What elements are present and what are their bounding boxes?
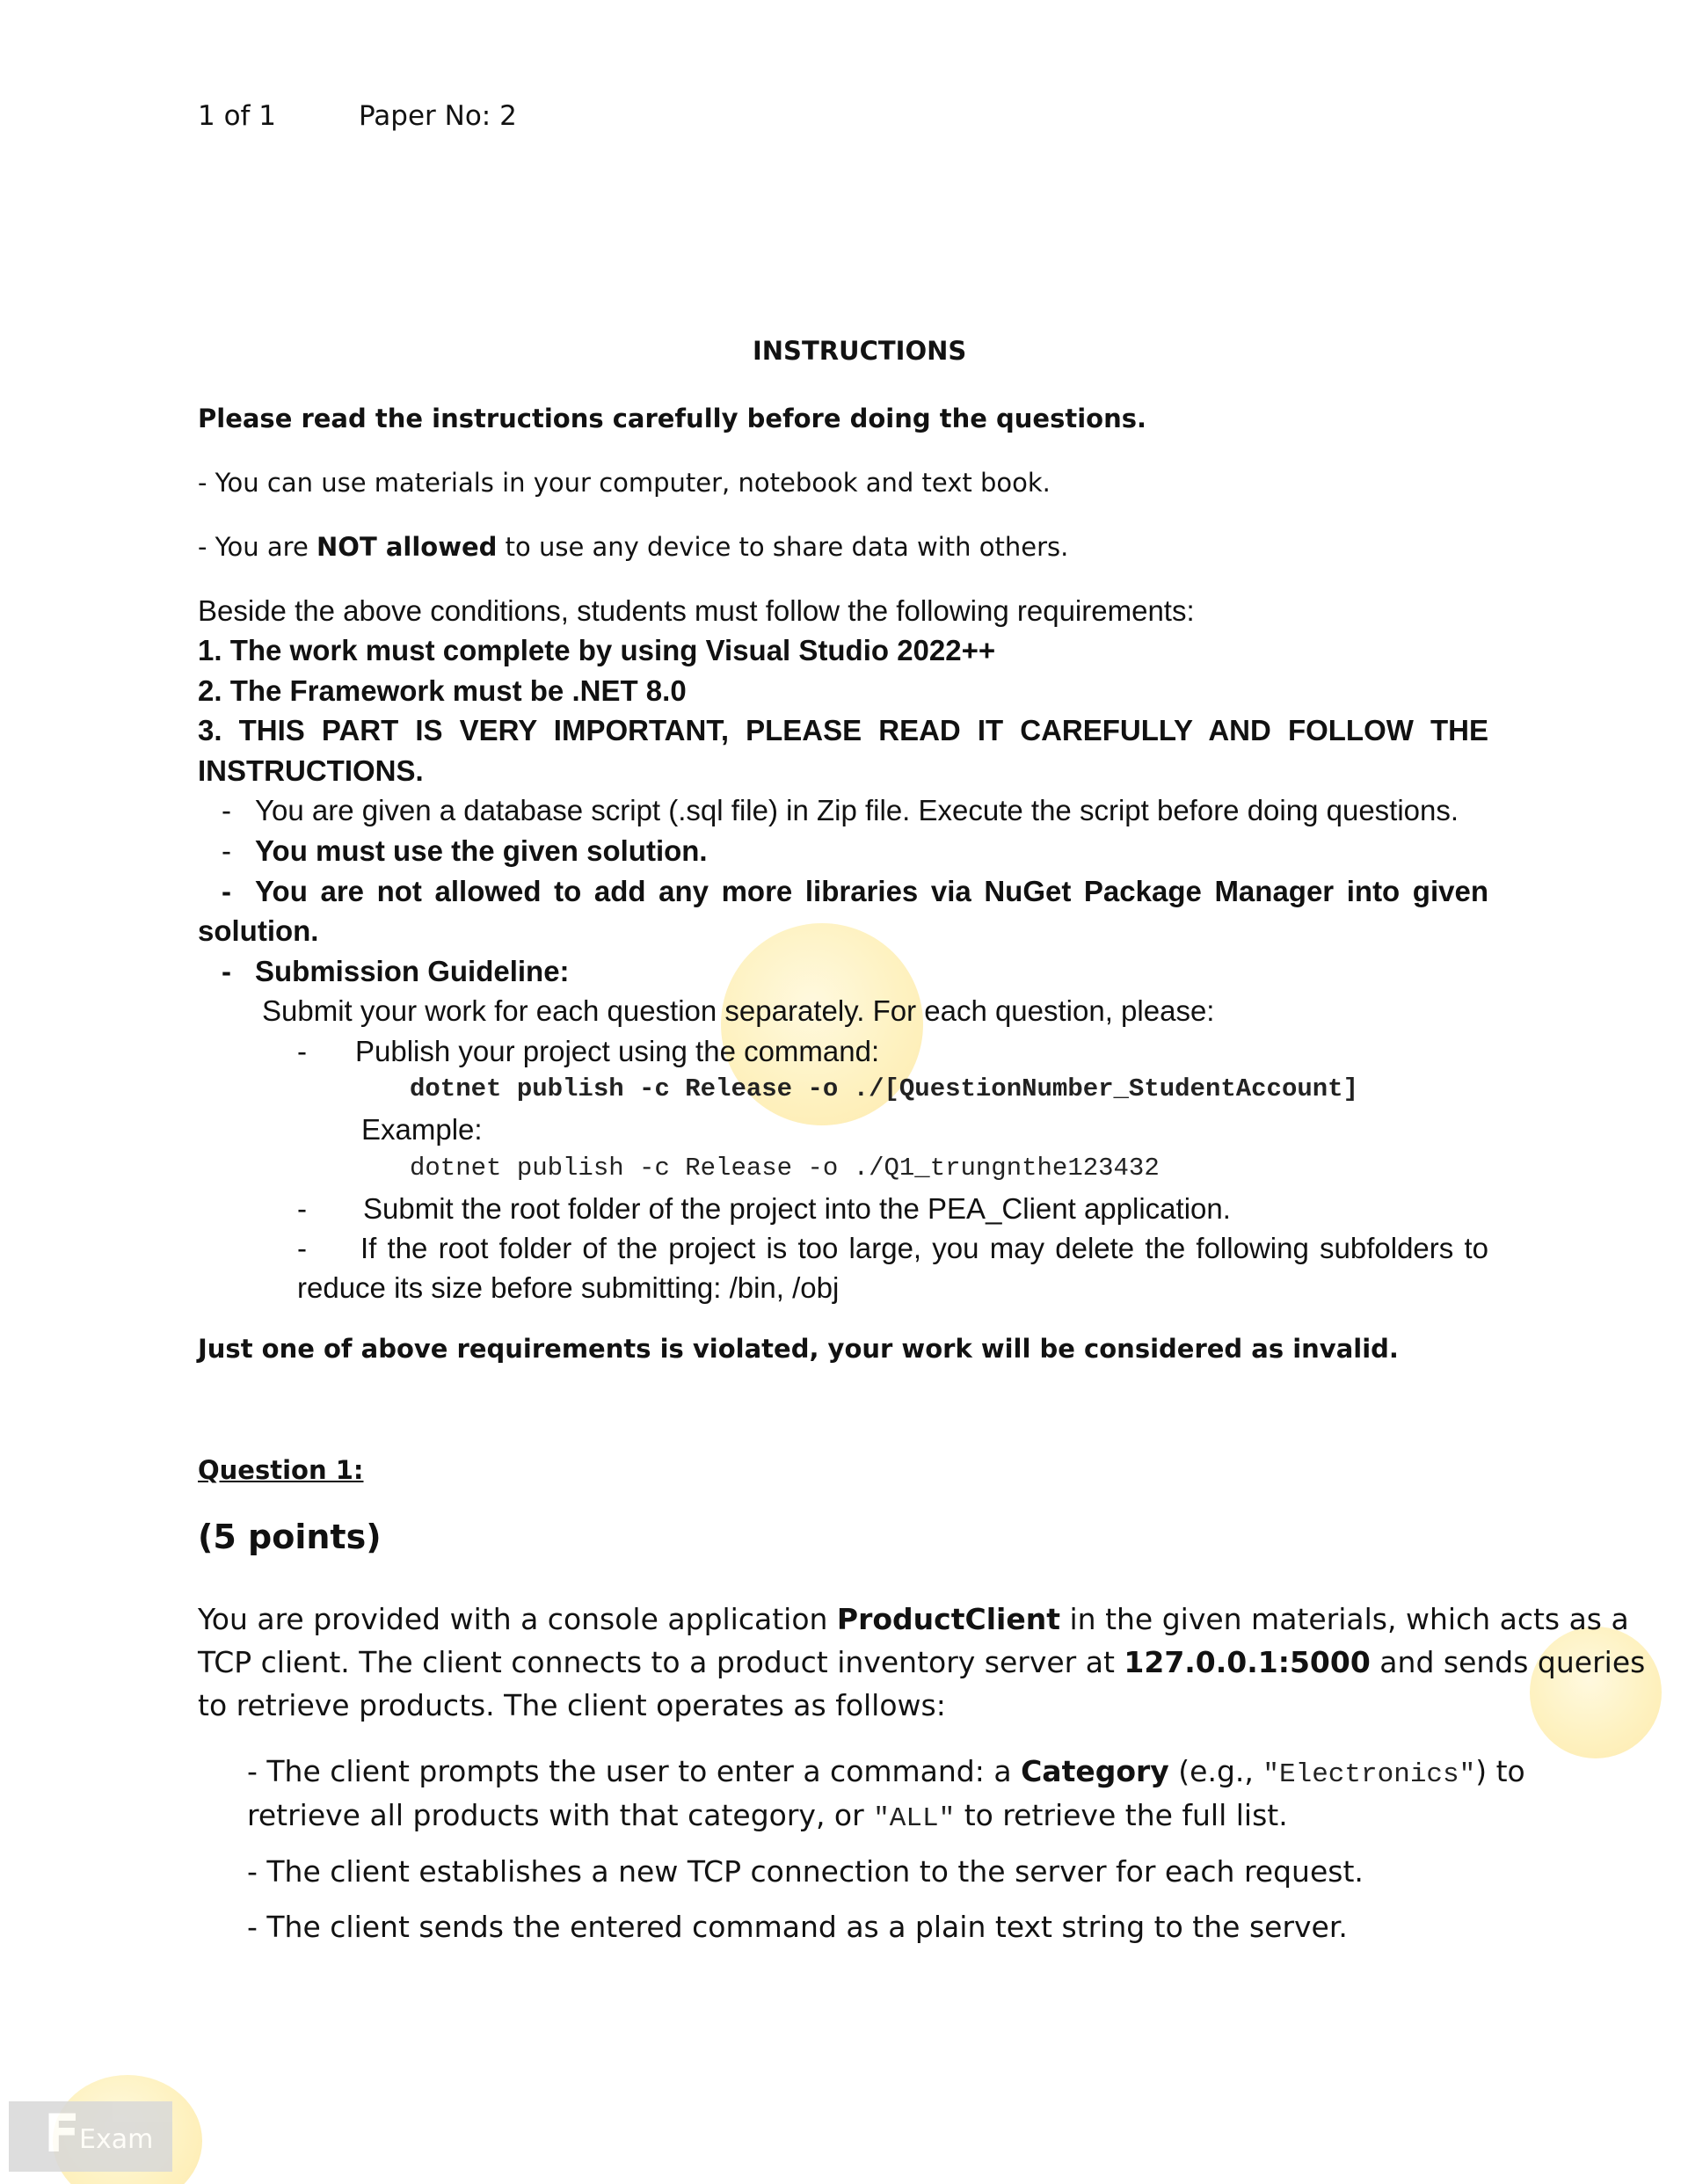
q1-bullet-send-command: - The client sends the entered command as a plain text string to the server. <box>247 1910 1348 1944</box>
q1-p2-text-a: TCP client. The client connects to a product inventory server at <box>198 1645 1124 1679</box>
question-1-paragraph-line1 <box>198 1602 1629 1636</box>
rule-no-sharing-suffix: to use any device to share data with others. <box>497 532 1069 562</box>
q1-b1-text-c: (e.g., <box>1168 1754 1263 1788</box>
step-submit-root: Submit the root folder of the project into the PEA_Client application. <box>363 1192 1231 1225</box>
rule-no-sharing-emphasis: NOT allowed <box>316 532 498 562</box>
sub-item-dash-a: - <box>222 794 231 826</box>
q1-b1-line2-text-b: to retrieve the full list. <box>955 1798 1288 1832</box>
submission-intro: Submit your work for each question separately. For each question, please: <box>262 994 1215 1027</box>
requirement-3-line2: INSTRUCTIONS. <box>198 754 424 787</box>
q1-b1-text-a: - The client prompts the user to enter a command: a <box>247 1754 1022 1788</box>
requirement-1: 1. The work must complete by using Visual Studio 2022++ <box>198 634 996 666</box>
sub-item-database-script: You are given a database script (.sql file) in Zip file. Execute the script before doing questions. <box>255 794 1459 826</box>
q1-b1-category: Category <box>1021 1754 1169 1788</box>
requirement-3-line1: 3. THIS PART IS VERY IMPORTANT, PLEASE READ IT CAREFULLY AND FOLLOW THE <box>198 714 1488 746</box>
q1-b1-code-electronics: "Electronics" <box>1262 1759 1476 1790</box>
example-command: dotnet publish -c Release -o ./Q1_trungnthe123432 <box>410 1154 1160 1183</box>
q1-b1-code-all: "ALL" <box>873 1803 956 1834</box>
publish-command: dotnet publish -c Release -o ./[QuestionNumber_StudentAccount] <box>410 1074 1358 1103</box>
conditions-lead: Beside the above conditions, students must follow the following requirements: <box>198 594 1195 627</box>
step-large-folder-line2: reduce its size before submitting: /bin, /obj <box>297 1271 840 1304</box>
sub-item-dash-b: - <box>222 834 231 867</box>
sub-item-dash-d: - <box>222 955 231 987</box>
q1-p1-text-c: in the given materials, which acts as a <box>1060 1602 1629 1636</box>
instructions-title: INSTRUCTIONS <box>753 336 967 366</box>
step-dash-1: - <box>297 1035 307 1067</box>
q1-p1-text-a: You are provided with a console application <box>198 1602 837 1636</box>
step-large-folder-line1: If the root folder of the project is too large, you may delete the following subfolders to <box>360 1232 1488 1264</box>
step-dash-3: - <box>297 1232 307 1264</box>
q1-bullet-connection: - The client establishes a new TCP connection to the server for each request. <box>247 1854 1364 1889</box>
question-1-points: (5 points) <box>198 1518 382 1556</box>
instructions-intro: Please read the instructions carefully before doing the questions. <box>198 404 1146 433</box>
q1-b1-line2-text-a: retrieve all products with that category, or <box>247 1798 874 1832</box>
step-dash-2: - <box>297 1192 307 1225</box>
sub-item-nuget-line2: solution. <box>198 914 319 947</box>
rule-no-sharing-prefix: - You are <box>198 532 317 562</box>
invalid-warning: Just one of above requirements is violated, your work will be considered as invalid. <box>198 1334 1399 1364</box>
watermark-logo <box>9 2101 172 2172</box>
rule-no-sharing <box>198 532 1068 562</box>
sub-item-dash-c: - <box>222 875 231 907</box>
q1-b1-text-d: ) to <box>1475 1754 1525 1788</box>
watermark-logo-mark: F <box>44 2103 80 2165</box>
paper-number: Paper No: 2 <box>359 100 517 132</box>
question-1-paragraph-line2 <box>198 1645 1645 1679</box>
q1-product-client: ProductClient <box>836 1602 1060 1636</box>
question-1-heading: Question 1: <box>198 1455 364 1485</box>
sub-item-nuget-line1: You are not allowed to add any more libraries via NuGet Package Manager into given <box>255 875 1488 907</box>
submission-guideline-title: Submission Guideline: <box>255 955 570 987</box>
step-publish: Publish your project using the command: <box>355 1035 880 1067</box>
q1-bullet-prompt-line2 <box>247 1798 1288 1834</box>
q1-server-address: 127.0.0.1:5000 <box>1124 1645 1371 1679</box>
question-1-paragraph-line3: to retrieve products. The client operates as follows: <box>198 1688 946 1722</box>
q1-p2-text-c: and sends queries <box>1370 1645 1646 1679</box>
watermark-logo-text: Exam <box>79 2124 154 2155</box>
requirement-2: 2. The Framework must be .NET 8.0 <box>198 674 687 707</box>
page-indicator: 1 of 1 <box>198 100 277 132</box>
rule-materials: - You can use materials in your computer, notebook and text book. <box>198 468 1051 498</box>
q1-bullet-prompt-line1 <box>247 1754 1525 1790</box>
example-label: Example: <box>361 1113 483 1146</box>
sub-item-given-solution: You must use the given solution. <box>255 834 708 867</box>
